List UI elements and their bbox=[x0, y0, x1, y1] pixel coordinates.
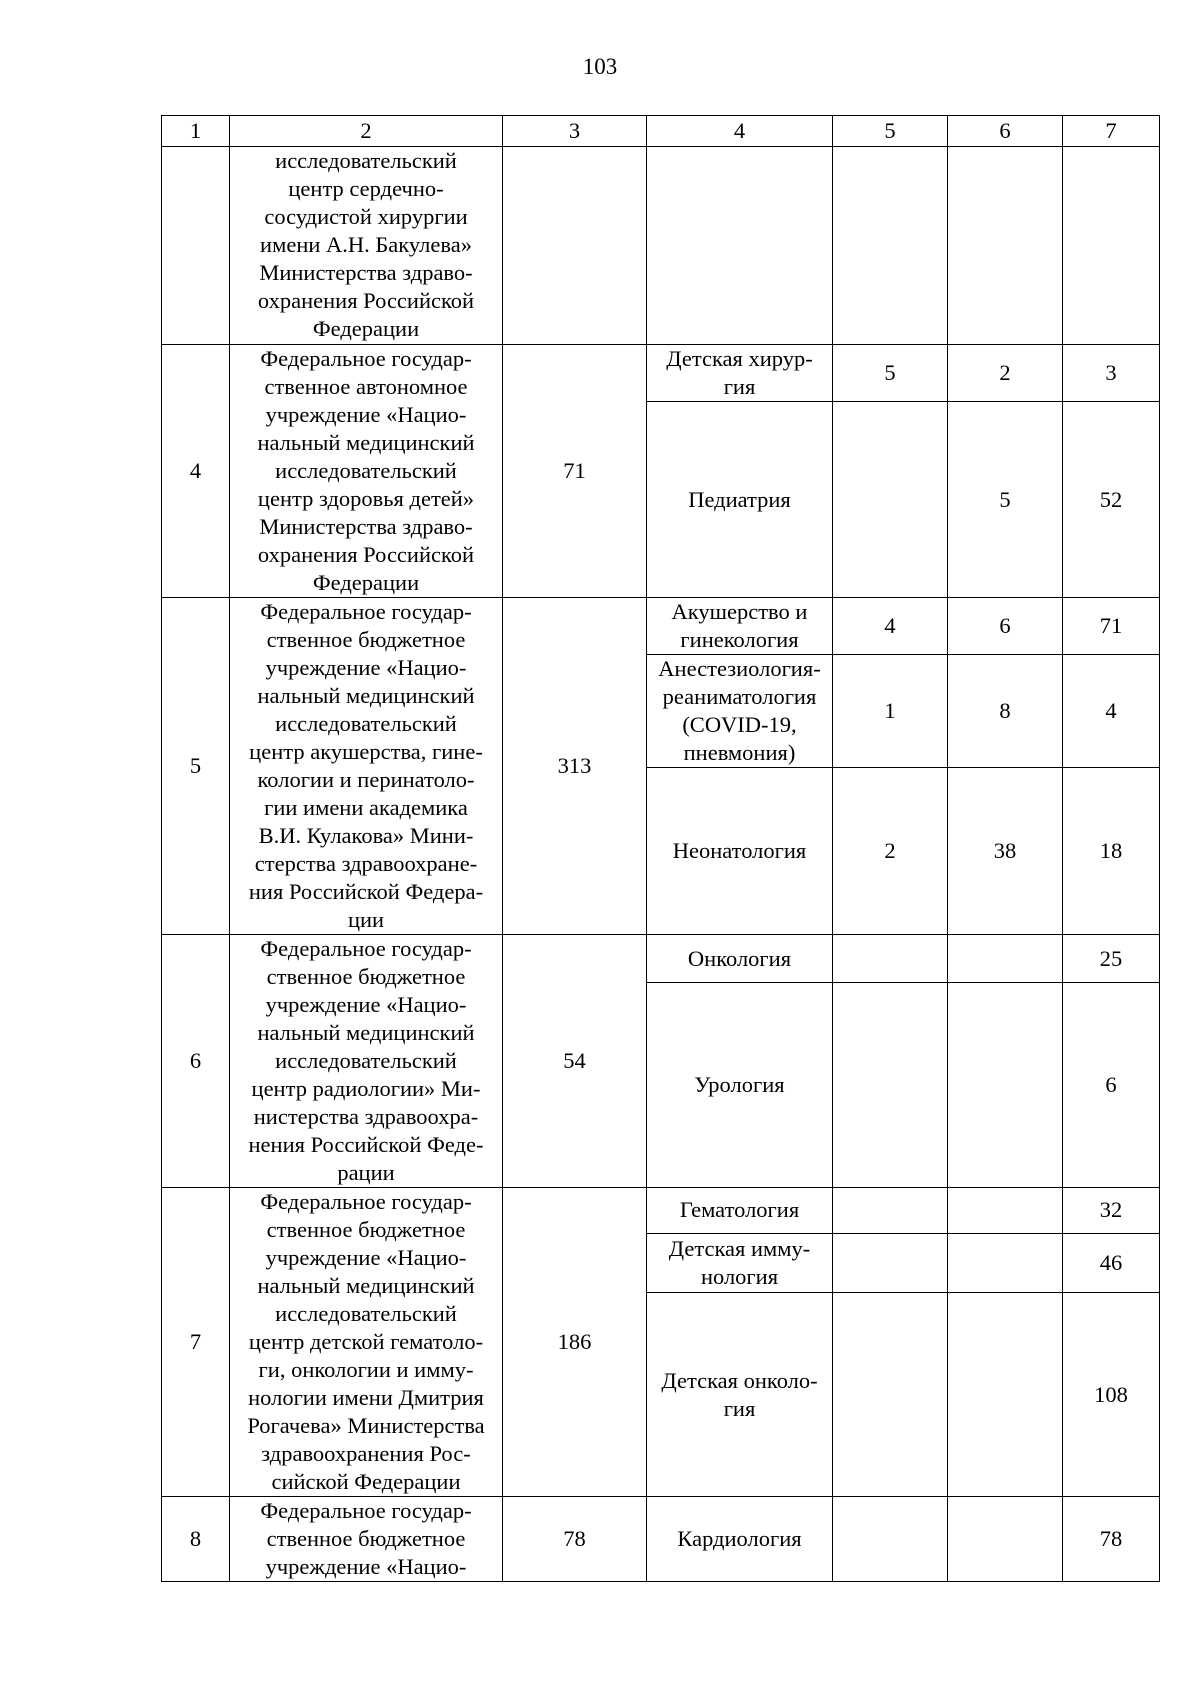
column-6-value bbox=[948, 1293, 1063, 1497]
profile-line: Гематология bbox=[679, 1197, 800, 1223]
page-number: 103 bbox=[582, 54, 618, 79]
profile-line: Детская имму- bbox=[668, 1235, 811, 1261]
organization-line: исследовательский bbox=[275, 1301, 457, 1326]
profile-line: Детская хирур- bbox=[666, 346, 813, 371]
total-cell: 54 bbox=[503, 935, 647, 1188]
profile-cell bbox=[647, 598, 833, 655]
column-6-value: 38 bbox=[948, 768, 1063, 935]
organization-cell bbox=[230, 1497, 503, 1582]
header-cell-7: 7 bbox=[1063, 116, 1160, 147]
profile-line: Детская онколо- bbox=[661, 1367, 818, 1393]
organization-line: ги, онкологии и имму- bbox=[258, 1357, 474, 1382]
profile-cell bbox=[647, 402, 833, 598]
organization-line: учреждение «Нацио- bbox=[265, 402, 467, 427]
organization-line: центр акушерства, гине- bbox=[249, 739, 483, 764]
organization-line: здравоохранения Рос- bbox=[261, 1441, 471, 1466]
organization-line: Федеральное государ- bbox=[260, 1498, 472, 1523]
profile-cell bbox=[647, 768, 833, 935]
organization-line: Федеральное государ- bbox=[260, 1189, 472, 1214]
column-5-value: 2 bbox=[833, 768, 948, 935]
profile-line: Педиатрия bbox=[688, 486, 791, 512]
column-6-value bbox=[948, 147, 1063, 345]
row-number-cell: 7 bbox=[162, 1188, 230, 1497]
header-cell-3: 3 bbox=[503, 116, 647, 147]
organization-line: исследовательский bbox=[275, 458, 457, 483]
organization-line: сийской Федерации bbox=[271, 1469, 461, 1494]
column-5-value: 4 bbox=[833, 598, 948, 655]
organization-line: ственное бюджетное bbox=[266, 1217, 466, 1242]
organization-line: стерства здравоохране- bbox=[254, 851, 478, 876]
organization-line: центр детской гематоло- bbox=[248, 1329, 484, 1354]
profile-line: гия bbox=[723, 374, 756, 399]
organization-line: охранения Российской bbox=[257, 542, 475, 567]
organization-cell bbox=[230, 345, 503, 598]
table-row bbox=[162, 345, 1160, 402]
organization-line: исследовательский bbox=[275, 1048, 457, 1073]
column-6-value bbox=[948, 983, 1063, 1188]
column-5-value: 1 bbox=[833, 655, 948, 768]
column-6-value: 8 bbox=[948, 655, 1063, 768]
row-number-cell bbox=[162, 147, 230, 345]
profile-line: Онкология bbox=[687, 945, 792, 971]
organization-line: Рогачева» Министерства bbox=[247, 1413, 485, 1438]
column-7-value: 52 bbox=[1063, 402, 1160, 598]
profile-cell bbox=[647, 1188, 833, 1234]
header-cell-6: 6 bbox=[948, 116, 1063, 147]
organization-cell bbox=[230, 1188, 503, 1497]
profile-cell bbox=[647, 345, 833, 402]
organization-line: Министерства здраво- bbox=[259, 260, 473, 285]
organization-line: центр сердечно- bbox=[288, 176, 444, 201]
organization-line: ственное бюджетное bbox=[266, 627, 466, 652]
organization-line: охранения Российской bbox=[257, 288, 475, 313]
profile-cell bbox=[647, 1293, 833, 1497]
profile-cell bbox=[647, 983, 833, 1188]
column-7-value bbox=[1063, 147, 1160, 345]
column-7-value: 4 bbox=[1063, 655, 1160, 768]
header-cell-1: 1 bbox=[162, 116, 230, 147]
organization-line: сосудистой хирургии bbox=[264, 204, 468, 229]
header-cell-4: 4 bbox=[647, 116, 833, 147]
column-6-value bbox=[948, 1233, 1063, 1292]
organization-line: нальный медицинский bbox=[257, 430, 475, 455]
header-row bbox=[162, 116, 1160, 147]
column-7-value: 32 bbox=[1063, 1188, 1160, 1234]
organization-line: нальный медицинский bbox=[257, 683, 475, 708]
profile-line: пневмония) bbox=[683, 740, 796, 765]
column-7-value: 25 bbox=[1063, 935, 1160, 983]
row-number-cell: 6 bbox=[162, 935, 230, 1188]
column-5-value bbox=[833, 147, 948, 345]
row-number-cell: 5 bbox=[162, 598, 230, 935]
row-number-cell: 8 bbox=[162, 1497, 230, 1582]
organization-cell bbox=[230, 147, 503, 345]
table-row bbox=[162, 1497, 1160, 1582]
organization-line: исследовательский bbox=[275, 148, 457, 173]
row-number-cell: 4 bbox=[162, 345, 230, 598]
header-cell-2: 2 bbox=[230, 116, 503, 147]
profile-line: Анестезиология- bbox=[658, 656, 821, 681]
column-5-value: 5 bbox=[833, 345, 948, 402]
profile-cell bbox=[647, 1497, 833, 1582]
column-6-value: 5 bbox=[948, 402, 1063, 598]
table-row bbox=[162, 1188, 1160, 1234]
column-7-value: 108 bbox=[1063, 1293, 1160, 1497]
profile-line: (COVID-19, bbox=[682, 712, 797, 737]
profile-cell bbox=[647, 1233, 833, 1292]
organization-line: Федеральное государ- bbox=[260, 599, 472, 624]
organization-line: ственное бюджетное bbox=[266, 1526, 466, 1551]
data-table bbox=[161, 115, 1160, 1582]
organization-line: нальный медицинский bbox=[257, 1273, 475, 1298]
organization-line: гии имени академика bbox=[264, 795, 468, 820]
profile-line: Акушерство и bbox=[671, 599, 808, 624]
profile-line: гия bbox=[723, 1395, 756, 1421]
profile-line: Неонатология bbox=[672, 838, 807, 863]
organization-line: исследовательский bbox=[275, 711, 457, 736]
column-7-value: 3 bbox=[1063, 345, 1160, 402]
column-6-value bbox=[948, 1497, 1063, 1582]
organization-line: учреждение «Нацио- bbox=[265, 1554, 467, 1579]
table-row bbox=[162, 935, 1160, 983]
column-7-value: 46 bbox=[1063, 1233, 1160, 1292]
column-5-value bbox=[833, 983, 948, 1188]
organization-line: нологии имени Дмитрия bbox=[248, 1385, 484, 1410]
organization-line: Федерации bbox=[312, 570, 420, 595]
profile-line: гинекология bbox=[680, 627, 799, 652]
column-5-value bbox=[833, 1293, 948, 1497]
column-6-value bbox=[948, 1188, 1063, 1234]
organization-line: В.И. Кулакова» Мини- bbox=[258, 823, 474, 848]
header-cell-5: 5 bbox=[833, 116, 948, 147]
total-cell: 78 bbox=[503, 1497, 647, 1582]
organization-line: рации bbox=[337, 1160, 395, 1185]
table-row bbox=[162, 147, 1160, 345]
column-7-value: 78 bbox=[1063, 1497, 1160, 1582]
column-6-value: 6 bbox=[948, 598, 1063, 655]
organization-line: ния Российской Федера- bbox=[248, 879, 484, 904]
organization-line: нальный медицинский bbox=[257, 1020, 475, 1045]
organization-line: Министерства здраво- bbox=[259, 514, 473, 539]
organization-line: Федерации bbox=[312, 316, 420, 341]
total-cell: 71 bbox=[503, 345, 647, 598]
column-6-value bbox=[948, 935, 1063, 983]
organization-line: учреждение «Нацио- bbox=[265, 1245, 467, 1270]
table-body bbox=[162, 116, 1160, 1582]
table-row bbox=[162, 598, 1160, 655]
profile-cell bbox=[647, 655, 833, 768]
organization-line: центр здоровья детей» bbox=[257, 486, 475, 511]
total-cell bbox=[503, 147, 647, 345]
organization-line: ственное бюджетное bbox=[266, 964, 466, 989]
profile-cell bbox=[647, 935, 833, 983]
column-5-value bbox=[833, 402, 948, 598]
column-7-value: 18 bbox=[1063, 768, 1160, 935]
profile-cell bbox=[647, 147, 833, 345]
organization-line: кологии и перинатоло- bbox=[257, 767, 475, 792]
column-7-value: 6 bbox=[1063, 983, 1160, 1188]
organization-line: ции bbox=[347, 907, 385, 932]
column-7-value: 71 bbox=[1063, 598, 1160, 655]
organization-line: центр радиологии» Ми- bbox=[251, 1076, 481, 1101]
organization-line: Федеральное государ- bbox=[260, 936, 472, 961]
organization-line: ственное автономное bbox=[264, 374, 468, 399]
organization-cell bbox=[230, 935, 503, 1188]
profile-line: реаниматология bbox=[662, 684, 817, 709]
total-cell: 186 bbox=[503, 1188, 647, 1497]
organization-line: имени А.Н. Бакулева» bbox=[260, 232, 472, 257]
organization-line: нения Российской Феде- bbox=[248, 1132, 484, 1157]
profile-line: Кардиология bbox=[677, 1526, 802, 1551]
column-5-value bbox=[833, 935, 948, 983]
profile-line: нология bbox=[700, 1263, 779, 1289]
total-cell: 313 bbox=[503, 598, 647, 935]
column-5-value bbox=[833, 1497, 948, 1582]
profile-line: Урология bbox=[694, 1072, 785, 1098]
organization-line: учреждение «Нацио- bbox=[265, 992, 467, 1017]
column-6-value: 2 bbox=[948, 345, 1063, 402]
organization-line: Федеральное государ- bbox=[260, 346, 472, 371]
column-5-value bbox=[833, 1188, 948, 1234]
column-5-value bbox=[833, 1233, 948, 1292]
organization-cell bbox=[230, 598, 503, 935]
organization-line: нистерства здравоохра- bbox=[253, 1104, 479, 1129]
organization-line: учреждение «Нацио- bbox=[265, 655, 467, 680]
